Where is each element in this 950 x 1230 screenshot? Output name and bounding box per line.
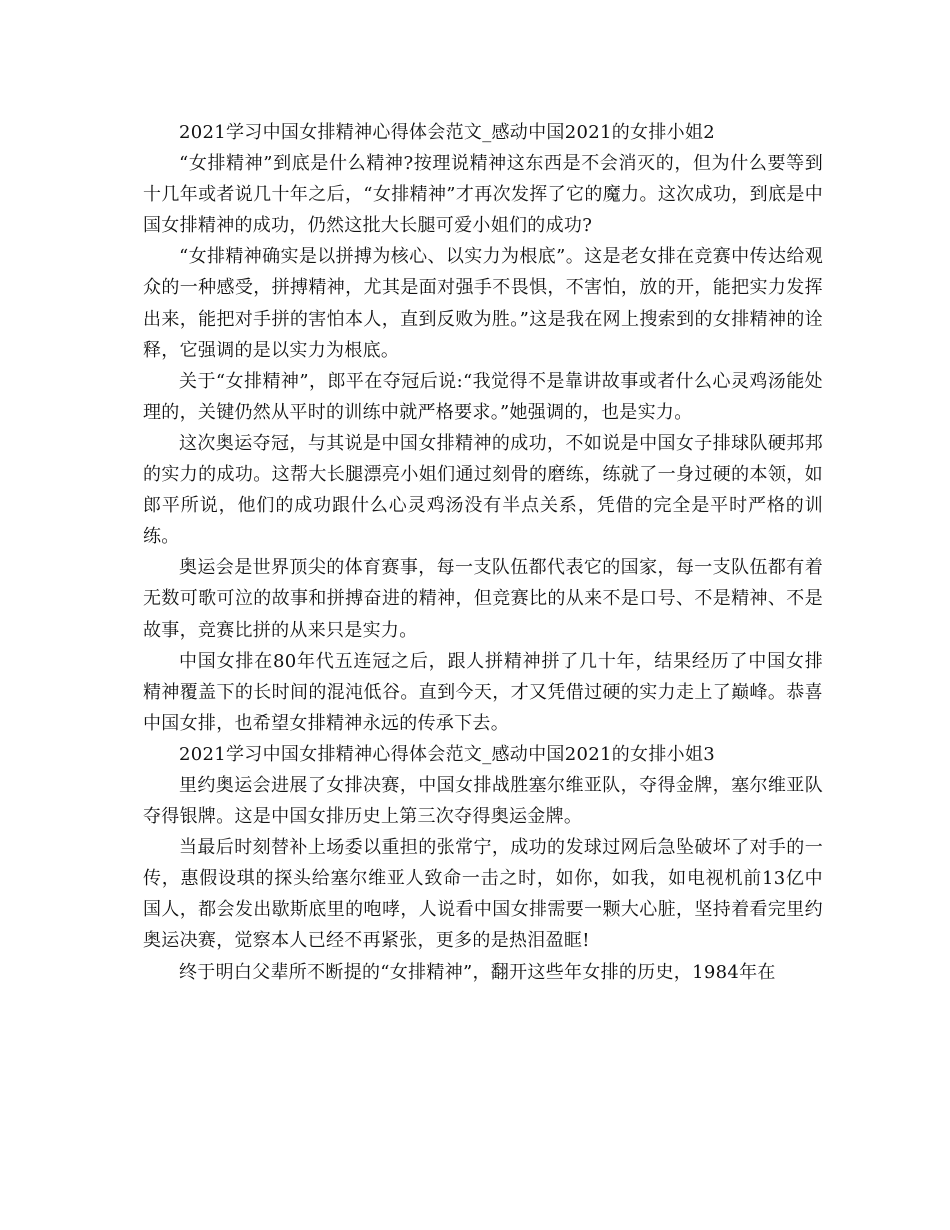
paragraph: “女排精神”到底是什么精神?按理说精神这东西是不会消灭的，但为什么要等到十几年或者说几十年之后，“女排精神”才再次发挥了它的魔力。这次成功，到底是中国女排精神的成功，仍然这批大长腿可爱小姐们的成功? — [143, 153, 823, 237]
document-body — [143, 117, 823, 988]
paragraph: 关于“女排精神”，郎平在夺冠后说:“我觉得不是靠讲故事或者什么心灵鸡汤能处理的，关键仍然从平时的训练中就严格要求。”她强调的，也是实力。 — [143, 370, 823, 423]
paragraph: 奥运会是世界顶尖的体育赛事，每一支队伍都代表它的国家，每一支队伍都有着无数可歌可泣的故事和拼搏奋进的精神，但竞赛比的从来不是口号、不是精神、不是故事，竞赛比拼的从来只是实力。 — [143, 557, 823, 641]
paragraph-section-title-3: 2021学习中国女排精神心得体会范文_感动中国2021的女排小姐3 — [179, 743, 715, 765]
paragraph-section-title-2: 2021学习中国女排精神心得体会范文_感动中国2021的女排小姐2 — [179, 122, 715, 143]
paragraph: 当最后时刻替补上场委以重担的张常宁，成功的发球过网后急坠破坏了对手的一传，惠假设琪的探头给塞尔维亚人致命一击之时，如你，如我，如电视机前13亿中国人，都会发出歇斯底里的咆哮，人说看中国女排需要一颗大心脏，坚持着看完里约奥运决赛，觉察本人已经不再紧张，更多的是热泪盈眶! — [143, 837, 823, 952]
paragraph: 终于明白父辈所不断提的“女排精神”，翻开这些年女排的历史，1984年在 — [179, 961, 776, 983]
paragraph: “女排精神确实是以拼搏为核心、以实力为根底”。这是老女排在竞赛中传达给观众的一种感受，拼搏精神，尤其是面对强手不畏惧，不害怕，放的开，能把实力发挥出来，能把对手拼的害怕本人，直到反败为胜。”这是我在网上搜索到的女排精神的诠释，它强调的是以实力为根底。 — [143, 246, 823, 361]
paragraph: 这次奥运夺冠，与其说是中国女排精神的成功，不如说是中国女子排球队硬邦邦的实力的成功。这帮大长腿漂亮小姐们通过刻骨的磨练，练就了一身过硬的本领，如郎平所说，他们的成功跟什么心灵鸡汤没有半点关系，凭借的完全是平时严格的训练。 — [143, 432, 823, 548]
paragraph: 中国女排在80年代五连冠之后，跟人拼精神拼了几十年，结果经历了中国女排精神覆盖下的长时间的混沌低谷。直到今天，才又凭借过硬的实力走上了巅峰。恭喜中国女排，也希望女排精神永远的传承下去。 — [143, 650, 823, 734]
paragraph: 里约奥运会进展了女排决赛，中国女排战胜塞尔维亚队，夺得金牌，塞尔维亚队夺得银牌。这是中国女排历史上第三次夺得奥运金牌。 — [143, 774, 823, 828]
